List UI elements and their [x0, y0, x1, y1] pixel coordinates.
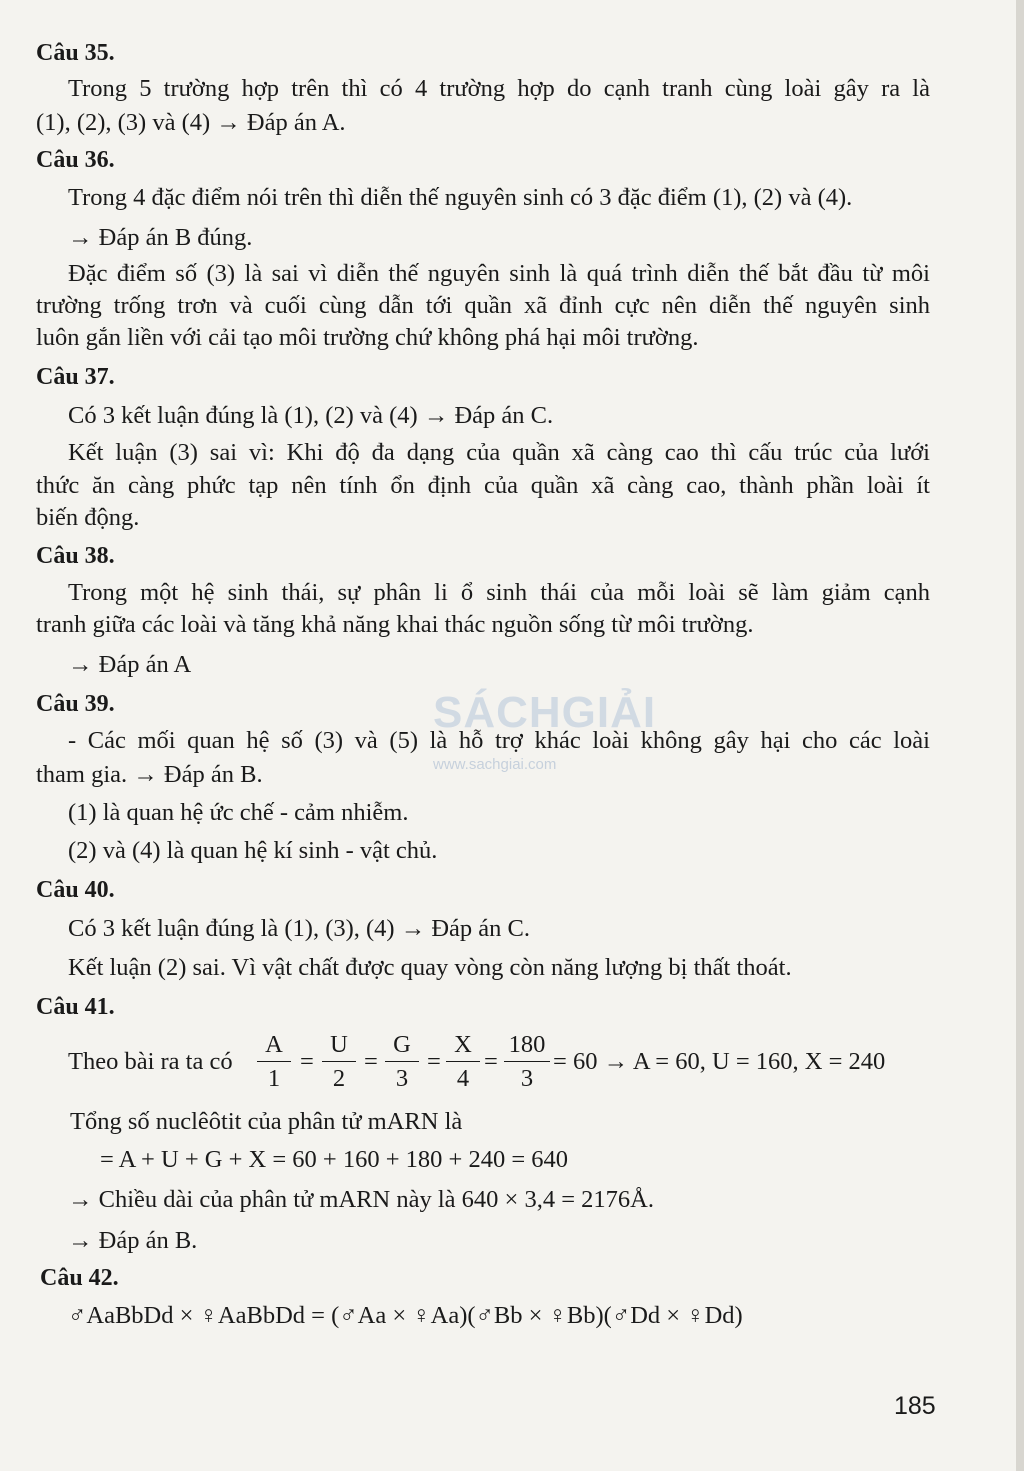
q42-text-1: ♂AaBbDd × ♀AaBbDd = (♂Aa × ♀Aa)(♂Bb × ♀Bb)(♂Dd × ♀Dd): [68, 1302, 743, 1329]
fraction-a-over-1: [257, 1030, 291, 1094]
q37-heading: Câu 37.: [36, 364, 115, 390]
q40-text-1: Có 3 kết luận đúng là (1), (3), (4) → Đáp án C.: [68, 915, 530, 942]
fraction-bar: [504, 1061, 550, 1062]
equals-sign: =: [484, 1048, 498, 1075]
page-edge-shadow: [1016, 0, 1024, 1471]
fraction-x-over-4: [446, 1030, 480, 1094]
q42-heading: Câu 42.: [40, 1265, 119, 1291]
fraction-numerator: A: [265, 1031, 283, 1058]
q36-text-3-line-3: luôn gắn liền với cải tạo môi trường chứ không phá hại môi trường.: [36, 324, 699, 351]
fraction-numerator: U: [330, 1031, 348, 1058]
q41-equation-result: = 60 → A = 60, U = 160, X = 240: [553, 1048, 886, 1075]
fraction-denominator: 4: [456, 1065, 470, 1092]
q41-text-4: → Chiều dài của phân tử mARN này là 640 × 3,4 = 2176Å.: [68, 1186, 654, 1213]
q41-text-3: = A + U + G + X = 60 + 160 + 180 + 240 = 640: [100, 1146, 569, 1173]
q38-text-1-line-1: Trong một hệ sinh thái, sự phân li ổ sinh thái của mỗi loài sẽ làm giảm cạnh: [68, 579, 930, 606]
fraction-numerator: G: [393, 1031, 411, 1058]
q37-text-2-line-2: thức ăn càng phức tạp nên tính ổn định của quần xã càng cao, thành phần loài ít: [36, 472, 930, 499]
q39-text-2: (1) là quan hệ ức chế - cảm nhiễm.: [68, 799, 409, 826]
q40-text-2: Kết luận (2) sai. Vì vật chất được quay vòng còn năng lượng bị thất thoát.: [68, 954, 792, 981]
watermark-brand: SÁCHGIẢI: [433, 688, 657, 737]
fraction-numerator: 180: [508, 1031, 546, 1058]
fraction-180-over-3: [504, 1030, 550, 1094]
q35-text-line-2: (1), (2), (3) và (4) → Đáp án A.: [36, 109, 346, 136]
q39-text-1-line-1: - Các mối quan hệ số (3) và (5) là hỗ trợ khác loài không gây hại cho các loài: [68, 727, 930, 754]
q36-text-2: → Đáp án B đúng.: [68, 224, 253, 251]
q37-text-1: Có 3 kết luận đúng là (1), (2) và (4) → Đáp án C.: [68, 402, 554, 429]
fraction-denominator: 3: [520, 1065, 534, 1092]
q37-text-2-line-1: Kết luận (3) sai vì: Khi độ đa dạng của quần xã càng cao thì cấu trúc của lưới: [68, 439, 930, 466]
fraction-bar: [322, 1061, 356, 1062]
q41-text-5: → Đáp án B.: [68, 1227, 198, 1254]
fraction-bar: [257, 1061, 291, 1062]
q36-text-3-line-1: Đặc điểm số (3) là sai vì diễn thế nguyên sinh là quá trình diễn thế bắt đầu từ môi: [68, 260, 930, 287]
fraction-u-over-2: [322, 1030, 356, 1094]
fraction-bar: [446, 1061, 480, 1062]
q41-equation-intro: Theo bài ra ta có: [68, 1048, 233, 1075]
fraction-g-over-3: [385, 1030, 419, 1094]
q35-text-line-1: Trong 5 trường hợp trên thì có 4 trường hợp do cạnh tranh cùng loài gây ra là: [68, 75, 930, 102]
q41-heading: Câu 41.: [36, 994, 115, 1020]
q39-heading: Câu 39.: [36, 691, 115, 717]
equals-sign: =: [364, 1048, 378, 1075]
watermark-url: www.sachgiai.com: [433, 756, 557, 773]
q38-text-1-line-2: tranh giữa các loài và tăng khả năng khai thác nguồn sống từ môi trường.: [36, 611, 754, 638]
q39-text-3: (2) và (4) là quan hệ kí sinh - vật chủ.: [68, 837, 438, 864]
q36-heading: Câu 36.: [36, 147, 115, 173]
fraction-numerator: X: [454, 1031, 472, 1058]
fraction-denominator: 1: [267, 1065, 281, 1092]
equals-sign: =: [300, 1048, 314, 1075]
q35-heading: Câu 35.: [36, 40, 115, 66]
q36-text-1: Trong 4 đặc điểm nói trên thì diễn thế nguyên sinh có 3 đặc điểm (1), (2) và (4).: [68, 184, 853, 211]
q36-text-3-line-2: trường trống trơn và cuối cùng dẫn tới quần xã đỉnh cực nên diễn thế nguyên sinh: [36, 292, 930, 319]
q40-heading: Câu 40.: [36, 877, 115, 903]
q38-heading: Câu 38.: [36, 543, 115, 569]
q41-text-2: Tổng số nuclêôtit của phân tử mARN là: [70, 1108, 463, 1135]
q39-text-1-line-2: tham gia. → Đáp án B.: [36, 761, 263, 788]
fraction-bar: [385, 1061, 419, 1062]
page-number: 185: [894, 1392, 936, 1420]
q38-text-2: → Đáp án A: [68, 651, 192, 678]
fraction-denominator: 2: [332, 1065, 346, 1092]
equals-sign: =: [427, 1048, 441, 1075]
fraction-denominator: 3: [395, 1065, 409, 1092]
q37-text-2-line-3: biến động.: [36, 504, 140, 531]
